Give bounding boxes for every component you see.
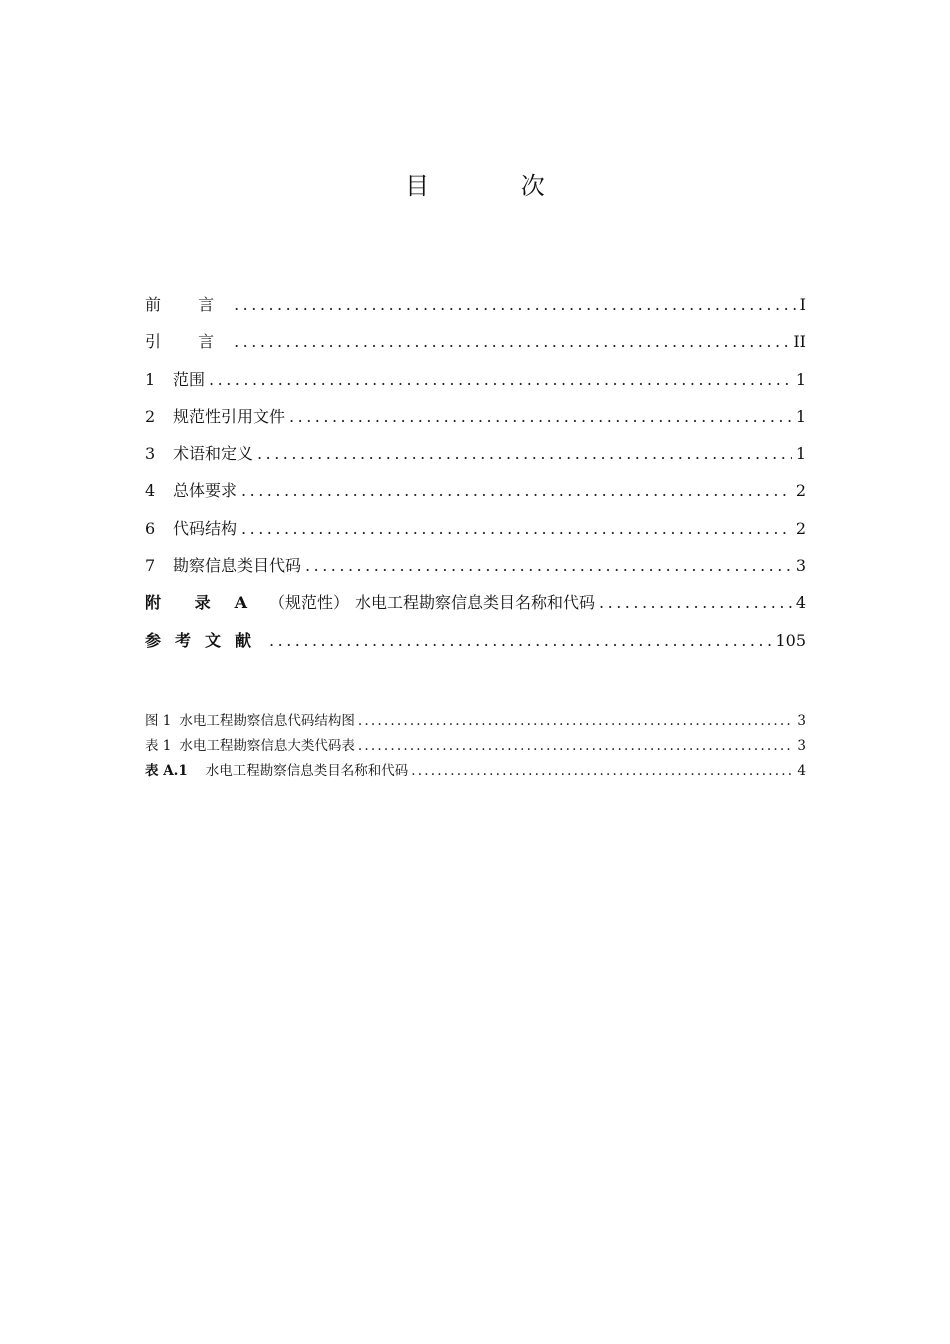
- table-page: 4: [797, 763, 806, 779]
- appendix-type: （规范性）: [269, 593, 350, 613]
- toc-entry-label: 引 言: [145, 332, 231, 352]
- figure-page: 3: [797, 713, 806, 729]
- toc-entry-label: 勘察信息类目代码: [173, 556, 302, 576]
- figure-entry-1[interactable]: [145, 709, 806, 734]
- toc-entry-label: 水电工程勘察信息类目名称和代码: [355, 593, 596, 613]
- toc-leader-dots: [289, 398, 792, 435]
- toc-entry-page: 1: [795, 406, 806, 426]
- figure-tag: 图 1: [145, 713, 172, 729]
- toc-entry-code-structure[interactable]: [145, 510, 806, 547]
- appendix-letter: A: [234, 593, 247, 613]
- toc-leader-dots: [234, 286, 796, 323]
- toc-entry-label: 前 言: [145, 295, 231, 314]
- toc-entry-label: 术语和定义: [173, 444, 254, 464]
- toc-entry-foreword[interactable]: [145, 286, 806, 323]
- toc-entry-page: II: [793, 332, 806, 352]
- table-entry-a1[interactable]: [145, 759, 806, 784]
- toc-entry-page: 1: [795, 444, 806, 464]
- toc-entry-introduction[interactable]: [145, 323, 806, 360]
- figure-label: 水电工程勘察信息代码结构图: [179, 713, 355, 729]
- toc-entry-page: 2: [795, 481, 806, 501]
- toc-entry-label: 总体要求: [173, 481, 238, 501]
- toc-entry-scope[interactable]: [145, 361, 806, 398]
- toc-entry-number: 6: [145, 518, 156, 538]
- table-leader-dots: [411, 759, 794, 784]
- figure-leader-dots: [358, 709, 795, 734]
- toc-entry-number: 3: [145, 444, 156, 464]
- toc-leader-dots: [241, 510, 792, 547]
- table-label: 水电工程勘察信息大类代码表: [179, 738, 355, 754]
- toc-entry-bibliography[interactable]: [145, 622, 806, 659]
- toc-entry-page: 4: [795, 593, 806, 613]
- table-label: 水电工程勘察信息类目名称和代码: [205, 763, 409, 779]
- table-page: 3: [797, 738, 806, 754]
- toc-leader-dots: [234, 323, 789, 360]
- toc-leader-dots: [257, 435, 792, 472]
- toc-entry-terms-definitions[interactable]: [145, 435, 806, 472]
- toc-entry-label: 参考文献: [145, 630, 266, 650]
- toc-entry-label: 代码结构: [173, 518, 238, 538]
- toc-entry-page: 105: [775, 630, 806, 650]
- toc-entry-number: 2: [145, 406, 156, 426]
- toc-entry-label: 范围: [173, 369, 206, 389]
- toc-leader-dots: [599, 584, 792, 621]
- toc-leader-dots: [209, 361, 792, 398]
- toc-entry-page: 3: [795, 556, 806, 576]
- toc-entry-general-requirements[interactable]: [145, 472, 806, 509]
- list-of-figures-tables: [145, 709, 806, 784]
- toc-leader-dots: [269, 622, 771, 659]
- toc-entry-appendix-a[interactable]: [145, 584, 806, 621]
- toc-entry-number: 7: [145, 556, 156, 576]
- toc-entry-label: 规范性引用文件: [173, 406, 286, 426]
- toc-entry-number: 4: [145, 481, 156, 501]
- toc-entry-category-codes[interactable]: [145, 547, 806, 584]
- table-tag: 表 1: [145, 738, 172, 754]
- table-tag: 表 A.1: [145, 763, 188, 779]
- toc-entry-page: I: [799, 295, 806, 314]
- toc-entry-page: 1: [795, 369, 806, 389]
- toc-leader-dots: [305, 547, 792, 584]
- table-of-contents: [145, 286, 806, 659]
- toc-entry-number: 1: [145, 369, 156, 389]
- table-leader-dots: [358, 734, 795, 759]
- table-entry-1[interactable]: [145, 734, 806, 759]
- appendix-heading: 附 录: [145, 593, 225, 613]
- toc-entry-normative-references[interactable]: [145, 398, 806, 435]
- toc-leader-dots: [241, 472, 792, 509]
- toc-entry-page: 2: [795, 518, 806, 538]
- page-title: 目 次: [405, 172, 587, 200]
